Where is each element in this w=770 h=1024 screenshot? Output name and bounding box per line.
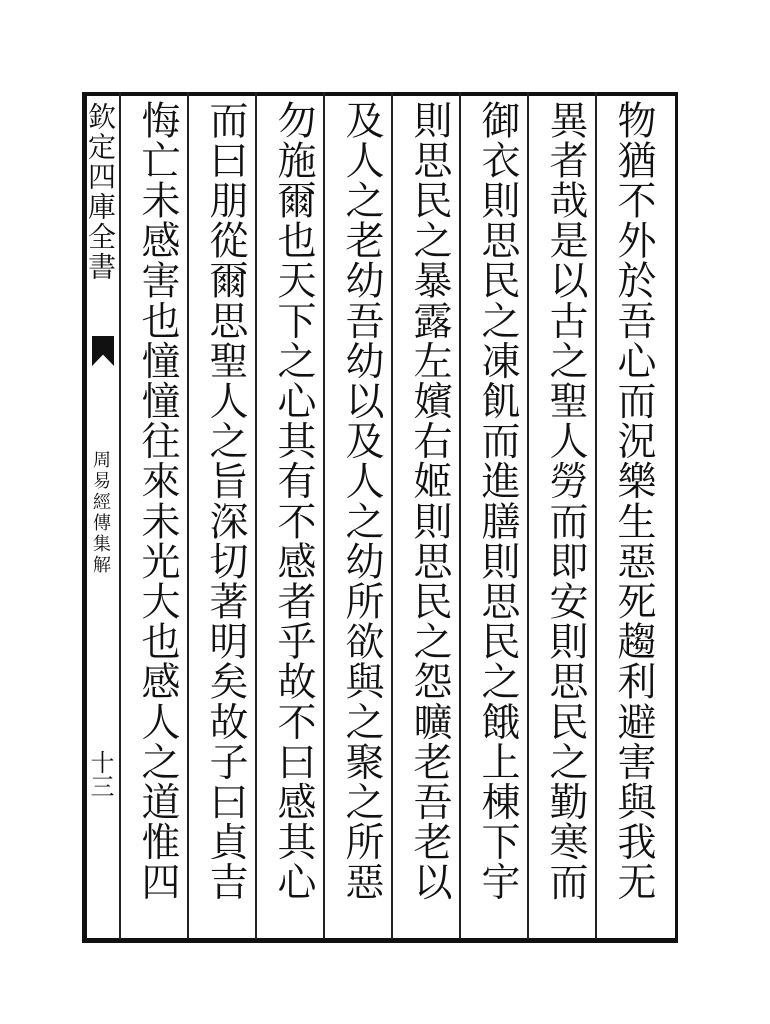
column-rule xyxy=(187,92,189,939)
column-rule xyxy=(595,92,597,939)
page-number: 十三 xyxy=(86,750,114,798)
fish-tail-icon xyxy=(92,336,114,366)
text-column-1: 物猶不外於吾心而況樂生惡死趨利避害與我无 xyxy=(611,100,656,902)
column-rule xyxy=(323,92,325,939)
collection-title: 欽定四庫全書 xyxy=(84,102,117,282)
text-column-7: 而曰朋從爾思聖人之旨深切著明矣故子曰貞吉 xyxy=(203,100,248,902)
column-rule xyxy=(255,92,257,939)
text-column-8: 悔亡未感害也憧憧往來未光大也感人之道惟四 xyxy=(135,100,180,902)
text-column-3: 御衣則思民之凍飢而進膳則思民之餓上棟下宇 xyxy=(475,100,520,902)
text-column-2: 異者哉是以古之聖人勞而即安則思民之勤寒而 xyxy=(543,100,588,902)
column-rule xyxy=(459,92,461,939)
text-column-4: 則思民之暴露左嬪右姬則思民之怨曠老吾老以 xyxy=(407,100,452,902)
column-rule xyxy=(527,92,529,939)
column-rule xyxy=(391,92,393,939)
text-column-5: 及人之老幼吾幼以及人之幼所欲與之聚之所惡 xyxy=(339,100,384,902)
margin-column xyxy=(84,100,116,930)
column-rule xyxy=(119,92,121,939)
text-column-6: 勿施爾也天下之心其有不感者乎故不曰感其心 xyxy=(271,100,316,902)
book-title: 周易經傳集解 xyxy=(90,450,111,576)
